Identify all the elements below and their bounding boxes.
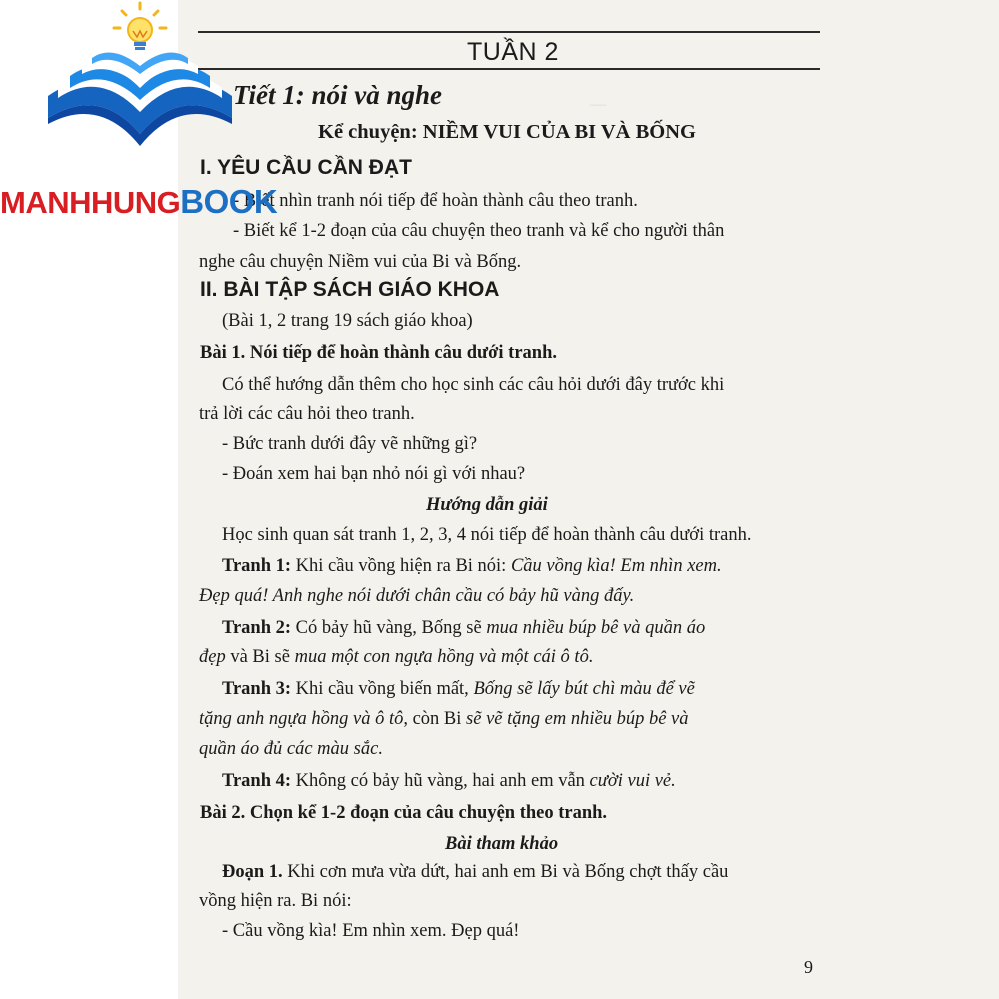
paragraph-label: Đoạn 1. [222, 862, 283, 882]
picture-3-answer-cont: tặng anh ngựa hồng và ô tô, còn Bi sẽ vẽ tặng em nhiều búp bê và [199, 709, 689, 729]
requirement-item: - Biết kể 1-2 đoạn của câu chuyện theo tranh và kể cho người thân [233, 221, 725, 241]
lesson-title: Tiết 1: nói và nghe [233, 80, 442, 110]
picture-4-answer: Tranh 4: Không có bảy hũ vàng, hai anh em vẫn cười vui vẻ. [222, 771, 676, 791]
guide-intro: Học sinh quan sát tranh 1, 2, 3, 4 nói tiếp để hoàn thành câu dưới tranh. [222, 525, 752, 545]
picture-1-answer: Tranh 1: Khi cầu vồng hiện ra Bi nói: Cầu vồng kìa! Em nhìn xem. [222, 556, 722, 576]
paragraph-1: Đoạn 1. Khi cơn mưa vừa dứt, hai anh em Bi và Bống chợt thấy cầu [222, 862, 729, 882]
paragraph-1-cont: vồng hiện ra. Bi nói: [199, 891, 352, 911]
guide-heading: Hướng dẫn giải [426, 495, 548, 515]
picture-2-answer: Tranh 2: Có bảy hũ vàng, Bống sẽ mua nhiều búp bê và quần áo [222, 618, 706, 638]
exercise-1-text: trả lời các câu hỏi theo tranh. [199, 404, 415, 424]
requirement-item: - Biết nhìn tranh nói tiếp để hoàn thành câu theo tranh. [233, 191, 638, 211]
exercise-1-question: - Bức tranh dưới đây vẽ những gì? [222, 434, 478, 454]
week-title: TUẦN 2 [467, 38, 559, 66]
reference-heading: Bài tham khảo [445, 834, 559, 854]
picture-label: Tranh 3: [222, 679, 292, 699]
exercise-2-title: Bài 2. Chọn kể 1-2 đoạn của câu chuyện theo tranh. [200, 803, 608, 823]
paragraph-1-dialogue: - Cầu vồng kìa! Em nhìn xem. Đẹp quá! [222, 921, 520, 941]
exercise-1-title: Bài 1. Nói tiếp để hoàn thành câu dưới tranh. [200, 343, 557, 363]
requirement-item: nghe câu chuyện Niềm vui của Bi và Bống. [199, 252, 522, 272]
picture-label: Tranh 4: [222, 771, 292, 791]
picture-3-answer-cont: quần áo đủ các màu sắc. [199, 739, 383, 759]
exercise-1-text: Có thể hướng dẫn thêm cho học sinh các câu hỏi dưới đây trước khi [222, 375, 725, 395]
picture-1-answer-cont: Đẹp quá! Anh nghe nói dưới chân cầu có bảy hũ vàng đấy. [199, 586, 635, 606]
page-number: 9 [804, 957, 813, 977]
brand-wordmark: MANHHUNGBOOK [0, 183, 278, 220]
brand-logo [0, 0, 300, 220]
picture-label: Tranh 1: [222, 556, 292, 576]
textbook-reference: (Bài 1, 2 trang 19 sách giáo khoa) [222, 311, 473, 331]
picture-3-answer: Tranh 3: Khi cầu vồng biến mất, Bống sẽ lấy bút chì màu để vẽ [222, 679, 695, 699]
document-page [178, 0, 999, 999]
lightbulb-icon [114, 3, 166, 50]
exercise-1-question: - Đoán xem hai bạn nhỏ nói gì với nhau? [222, 464, 526, 484]
story-title: Kể chuyện: NIỀM VUI CỦA BI VÀ BỐNG [318, 121, 696, 143]
picture-2-answer-cont: đẹp và Bi sẽ mua một con ngựa hồng và một cái ô tô. [199, 647, 594, 667]
section-heading-exercises: II. BÀI TẬP SÁCH GIÁO KHOA [200, 278, 500, 301]
section-heading-requirements: I. YÊU CẦU CẦN ĐẠT [200, 156, 412, 179]
open-book-icon [0, 0, 300, 185]
picture-label: Tranh 2: [222, 618, 292, 638]
